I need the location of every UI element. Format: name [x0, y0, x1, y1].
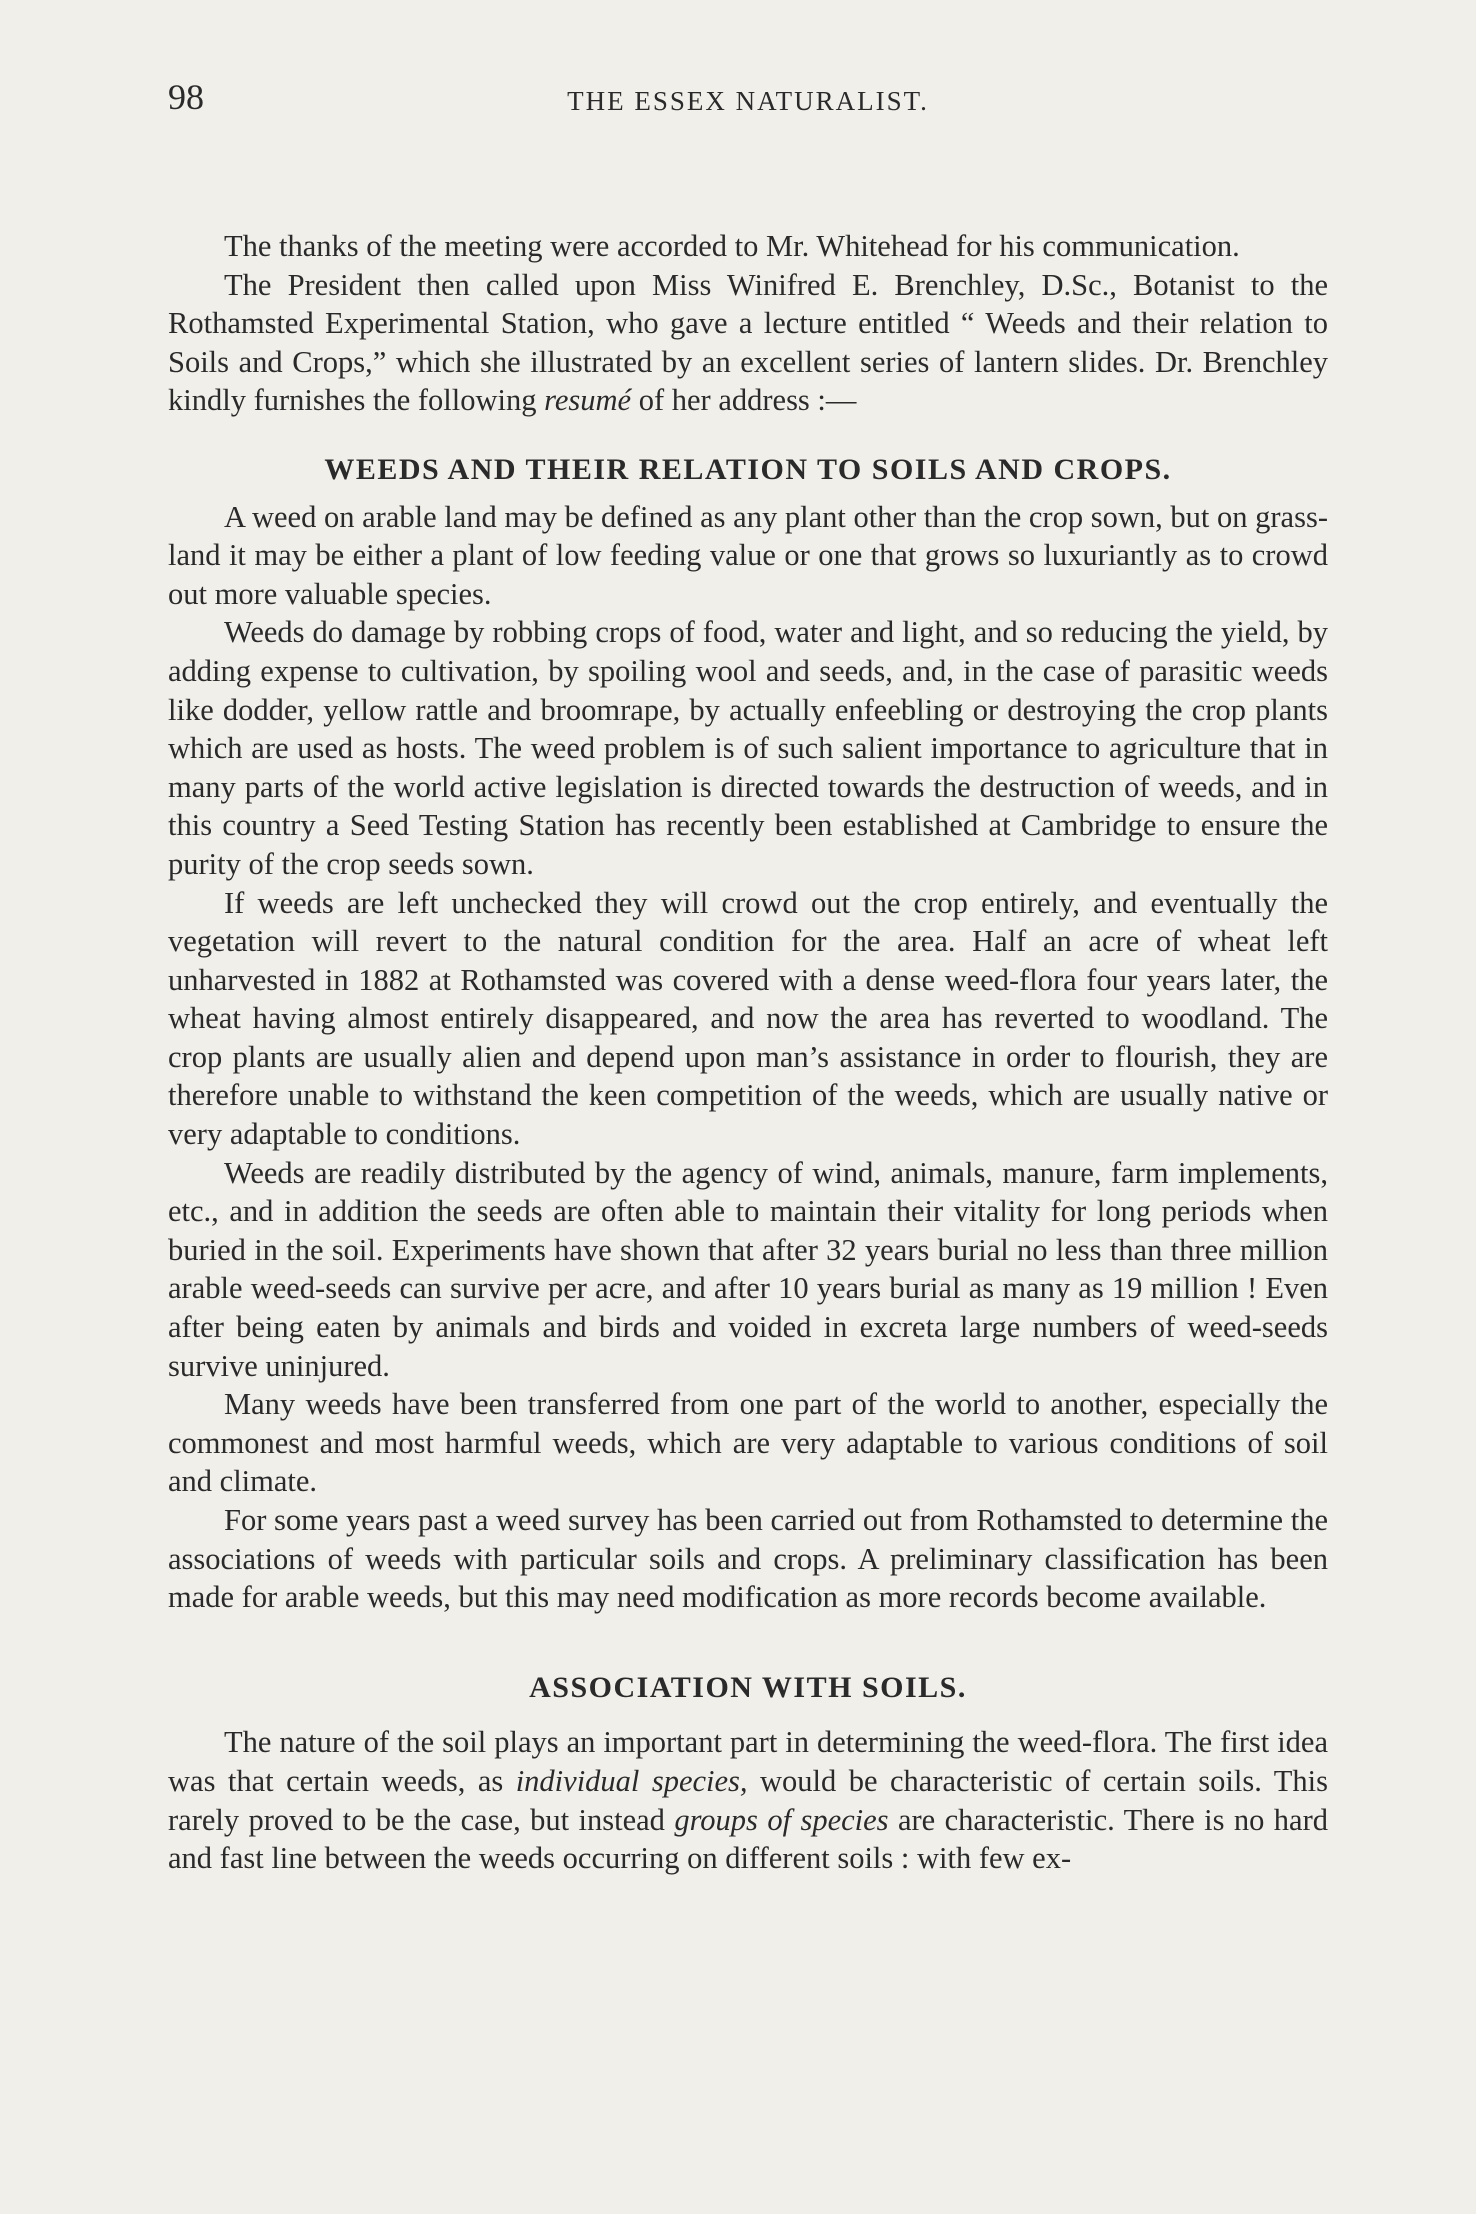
section-heading-weeds: WEEDS AND THEIR RELATION TO SOILS AND CROPS.	[324, 452, 1172, 486]
section1-paragraph: If weeds are left unchecked they will crowd out the crop entirely, and eventually the vegetation will revert to the natural condition for the area. Half an acre of wheat left unharvested in 1882 at Rothamsted was covered with a dense weed-flora four years later, the wheat having almost entirely disappeared, and now the area has reverted to woodland. The crop plants are usually alien and depend upon man’s assistance in order to flourish, they are therefore unable to withstand the keen competition of the weeds, which are usually native or very adaptable to conditions.	[168, 885, 1328, 1152]
italic-individual-species: individual species,	[515, 1763, 748, 1798]
journal-title: THE ESSEX NATURALIST.	[567, 86, 929, 116]
section1-paragraph: A weed on arable land may be defined as any plant other than the crop sown, but on grass-land it may be either a plant of low feeding value or one that grows so luxuriantly as to crowd out more valuable species.	[168, 499, 1328, 611]
section2-text-3: are characteristic. There is no hard and fast line between the weeds occurring on different soils : with few ex-	[168, 1802, 1328, 1876]
section2-text-1: The nature of the soil plays an important part in determining the weed-flora. The first idea was that certain weeds, as	[168, 1725, 1328, 1798]
intro-text-2: of her address :—	[631, 383, 857, 418]
section2-paragraph	[168, 1723, 1328, 1877]
page-number: 98	[168, 77, 204, 117]
resume-italic: resumé	[544, 383, 632, 418]
section1-paragraph: Weeds do damage by robbing crops of food, water and light, and so reducing the yield, by adding expense to cultivation, by spoiling wool and seeds, and, in the case of parasitic weeds like dodder, yellow rattle and broomrape, by actually enfeebling or destroying the crop plants which are used as hosts. The weed problem is of such salient importance to agriculture that in many parts of the world active legislation is directed towards the destruction of weeds, and in this country a Seed Testing Station has recently been established at Cambridge to ensure the purity of the crop seeds sown.	[168, 615, 1328, 881]
section1-paragraph: Weeds are readily distributed by the agency of wind, animals, manure, farm implements, etc., and in addition the seeds are often able to maintain their vitality for long periods when buried in the soil. Experiments have shown that after 32 years burial no less than three million arable weed-seeds can survive per acre, and after 10 years burial as many as 19 million ! Even after being eaten by animals and birds and voided in excreta large numbers of weed-seeds survive uninjured.	[168, 1155, 1328, 1383]
section-heading-soils: ASSOCIATION WITH SOILS.	[529, 1670, 967, 1704]
intro-paragraph-2	[168, 266, 1328, 420]
section1-paragraph: Many weeds have been transferred from one part of the world to another, especially the commonest and most harmful weeds, which are very adaptable to various conditions of soil and climate.	[168, 1387, 1328, 1499]
body-text	[168, 227, 1328, 1878]
section1-paragraph: For some years past a weed survey has been carried out from Rothamsted to determine the associations of weeds with particular soils and crops. A preliminary classification has been made for arable weeds, but this may need modification as more records become available.	[168, 1503, 1328, 1615]
italic-groups-of-species: groups of species	[674, 1802, 889, 1837]
document-page	[168, 72, 1328, 1878]
section2-text-2: would be characteristic of certain soils. This rarely proved to be the case, but instead	[168, 1763, 1328, 1837]
intro-paragraph-1: The thanks of the meeting were accorded to Mr. Whitehead for his communication.	[224, 229, 1240, 263]
intro-text-1: The President then called upon Miss Winifred E. Brenchley, D.Sc., Botanist to the Rothamsted Experimental Station, who gave a lecture entitled “ Weeds and their relation to Soils and Crops,” which she illustrated by an excellent series of lantern slides. Dr. Brenchley kindly furnishes the following	[168, 267, 1328, 418]
running-head	[168, 72, 1328, 132]
